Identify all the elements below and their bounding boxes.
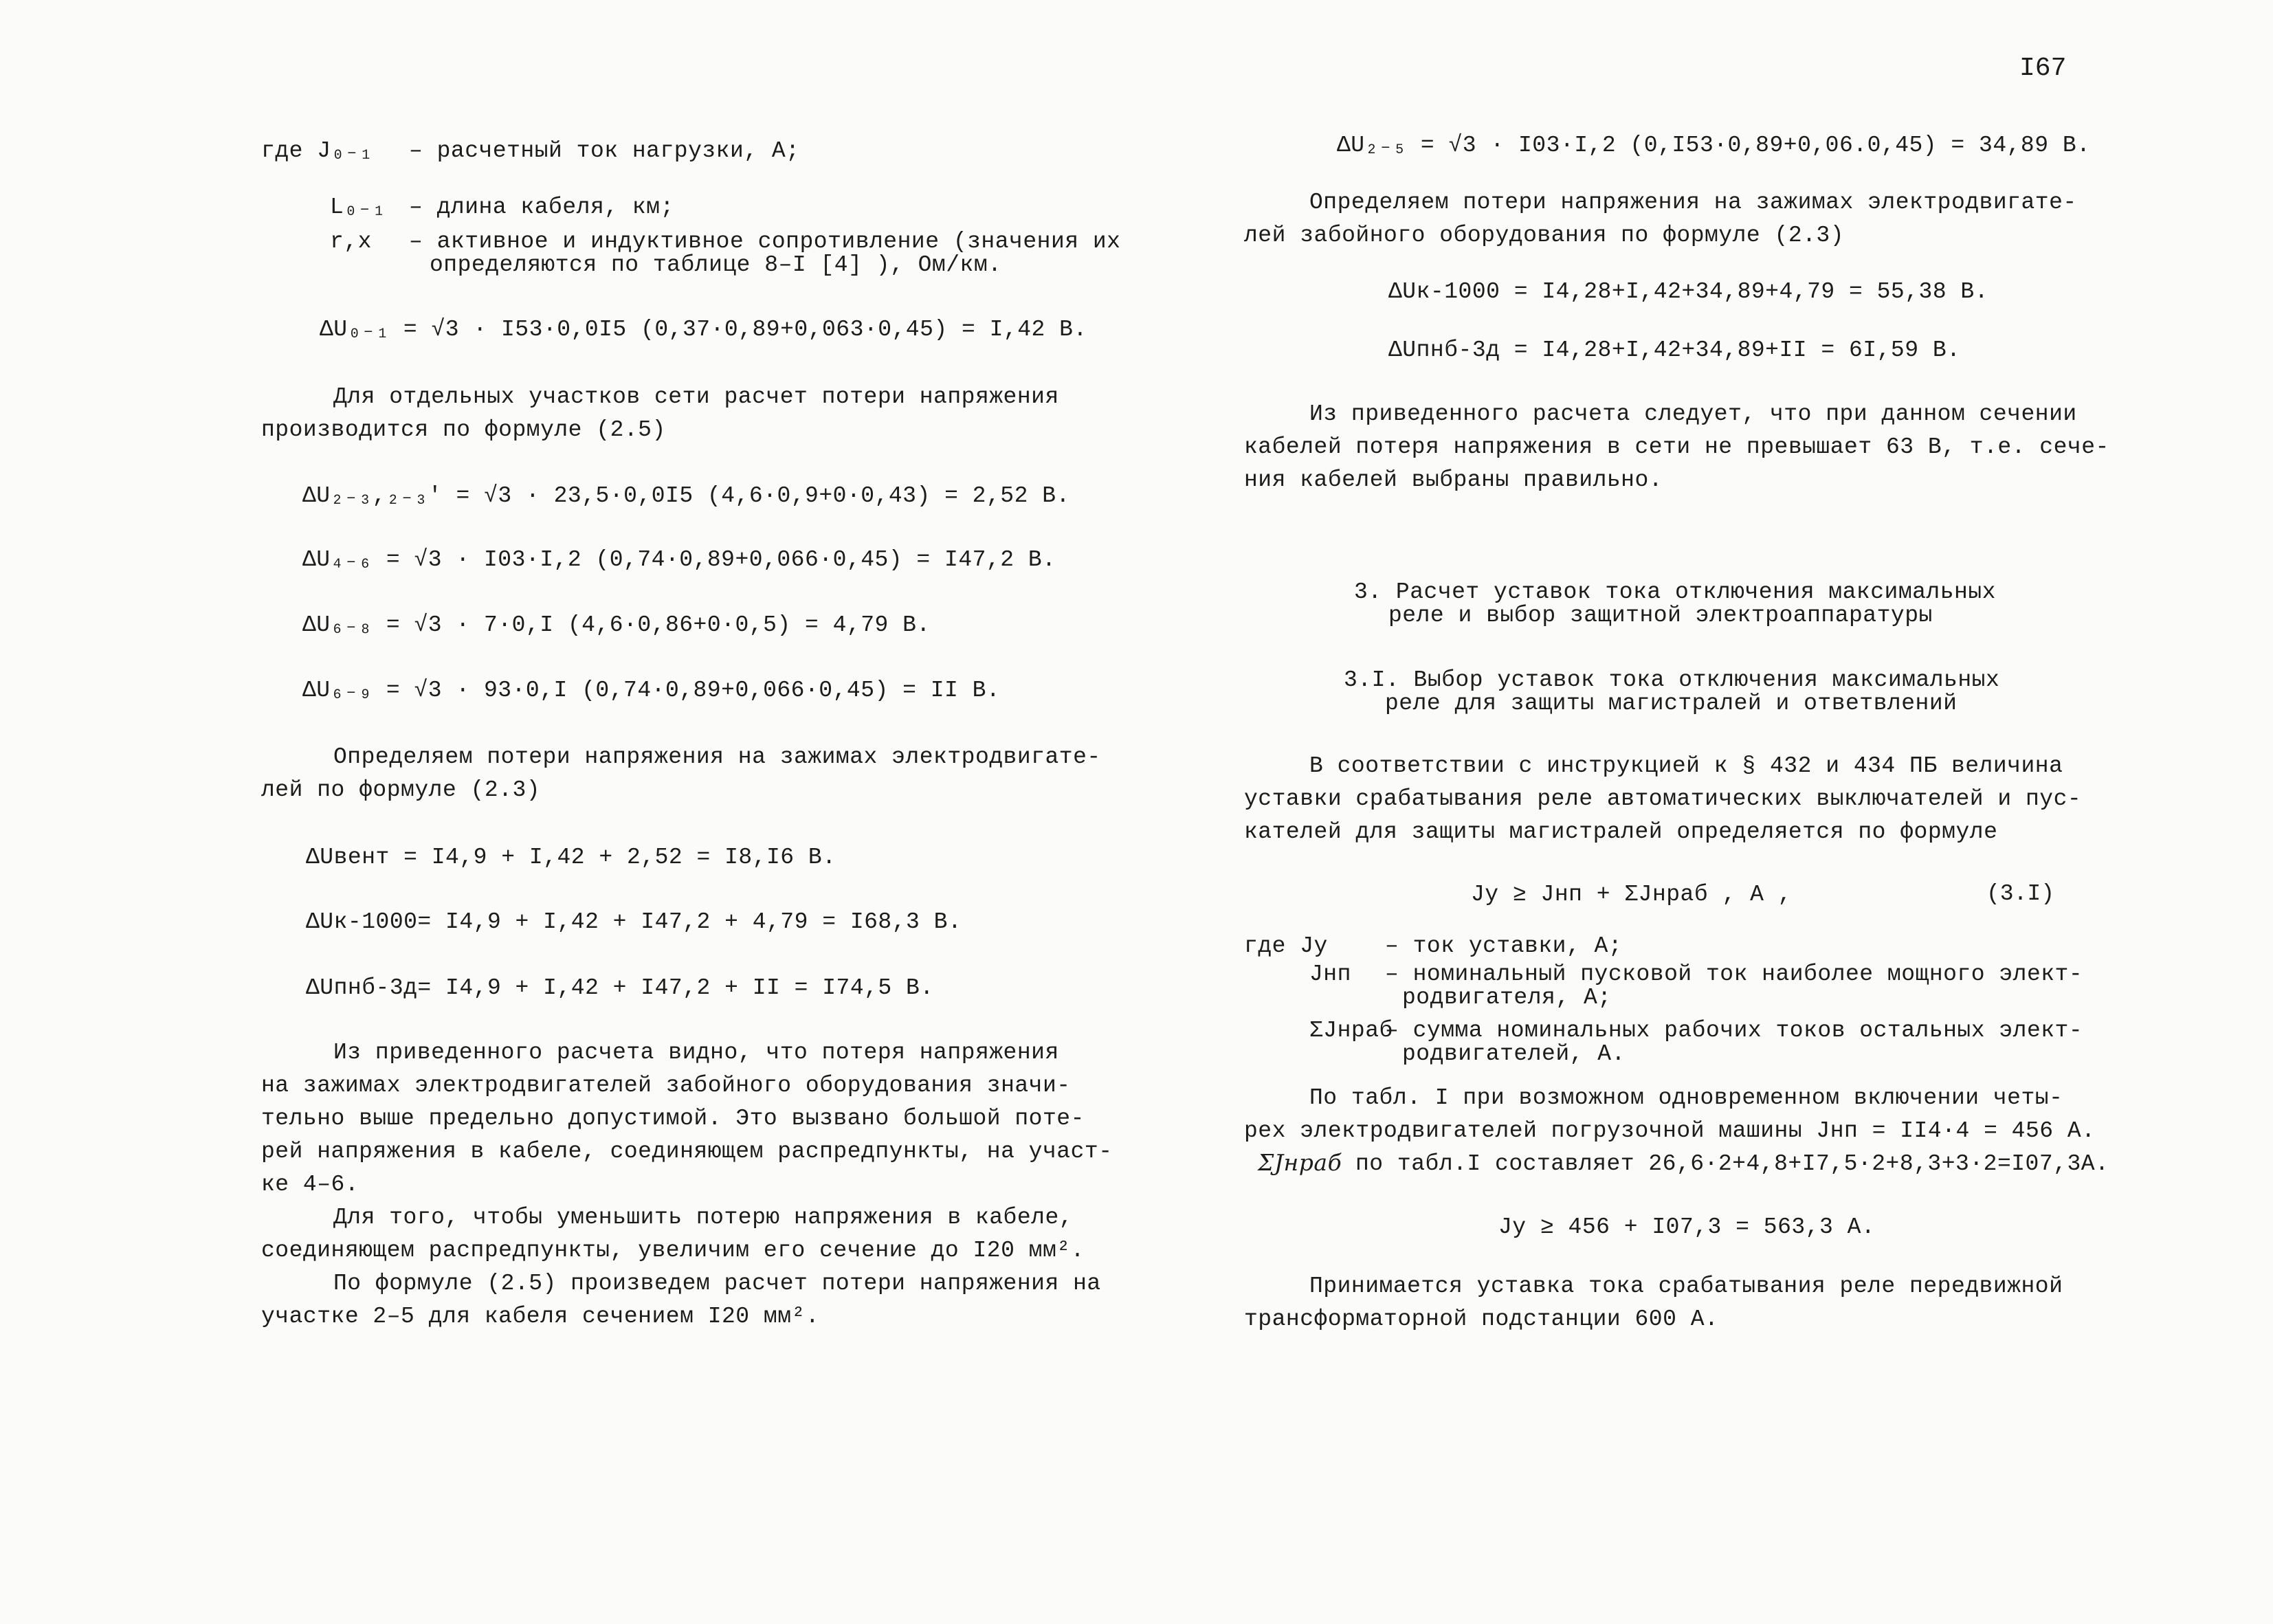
subsection-heading: 3.I. Выбор уставок тока отключения максимальных bbox=[1344, 667, 2000, 693]
where-text-1: – длина кабеля, км; bbox=[409, 194, 674, 220]
paragraph-line: лей забойного оборудования по формуле (2.3) bbox=[1244, 223, 1845, 248]
where-text-2: – активное и индуктивное сопротивление (значения их bbox=[409, 229, 1121, 254]
paragraph-line: Определяем потери напряжения на зажимах электродвигате- bbox=[333, 744, 1101, 770]
paragraph-line: участке 2–5 для кабеля сечением I20 мм². bbox=[261, 1304, 820, 1329]
handwritten-sum-symbol: ΣЈнраб bbox=[1258, 1149, 1342, 1176]
where-sym-3: ΣЈнраб bbox=[1309, 1018, 1393, 1043]
where-text-0: – расчетный ток нагрузки, А; bbox=[409, 138, 800, 164]
where-sym-1: Јнп bbox=[1309, 961, 1351, 987]
where-text-3: определяются по таблице 8–I [4] ), Ом/км. bbox=[430, 252, 1002, 278]
where-text-3: – сумма номинальных рабочих токов остальных элект- bbox=[1385, 1018, 2083, 1043]
paragraph-line: Для того, чтобы уменьшить потерю напряжения в кабеле, bbox=[333, 1205, 1074, 1230]
where-sym-1: L₀₋₁ bbox=[330, 194, 386, 220]
section-heading: 3. Расчет уставок тока отключения максимальных bbox=[1354, 579, 1996, 605]
paragraph-line: Определяем потери напряжения на зажимах электродвигате- bbox=[1309, 190, 2077, 215]
paragraph-line: на зажимах электродвигателей забойного оборудования значи- bbox=[261, 1073, 1071, 1098]
equation-du25: ΔU₂₋₅ = √3 · I03·I,2 (0,I53·0,89+0,06.0,45) = 34,89 В. bbox=[1337, 133, 2091, 158]
paragraph-line: В соответствии с инструкцией к § 432 и 434 ПБ величина bbox=[1309, 753, 2063, 779]
equation-du-k1000: ΔUк-1000= I4,9 + I,42 + I47,2 + 4,79 = I68,3 В. bbox=[306, 909, 962, 935]
right-page bbox=[1244, 0, 2117, 1624]
paragraph-line: По табл. I при возможном одновременном включении четы- bbox=[1309, 1085, 2063, 1111]
paragraph-line: Для отдельных участков сети расчет потери напряжения bbox=[333, 384, 1059, 410]
where-text-4: родвигателей, А. bbox=[1402, 1041, 1626, 1067]
formula-3-1: Ју ≥ Јнп + ΣЈнраб , А , bbox=[1471, 882, 1792, 907]
paragraph-line: кателей для защиты магистралей определяется по формуле bbox=[1244, 819, 1998, 845]
equation-du-pnb: ΔUпнб-3д= I4,9 + I,42 + I47,2 + II = I74,5 В. bbox=[306, 975, 934, 1001]
paragraph-line: тельно выше предельно допустимой. Это вызвано большой поте- bbox=[261, 1106, 1085, 1131]
paragraph-line: ния кабелей выбраны правильно. bbox=[1244, 467, 1663, 493]
paragraph-line: соединяющем распредпункты, увеличим его сечение до I20 мм². bbox=[261, 1238, 1085, 1263]
section-heading: реле и выбор защитной электроаппаратуры bbox=[1388, 603, 1933, 628]
paragraph-line: лей по формуле (2.3) bbox=[261, 777, 541, 803]
equation-du69: ΔU₆₋₉ = √3 · 93·0,I (0,74·0,89+0,066·0,45) = II В. bbox=[302, 678, 1001, 703]
paragraph-line: производится по формуле (2.5) bbox=[261, 417, 666, 443]
page-number: I67 bbox=[2019, 54, 2067, 83]
where-sym-0: где Ју bbox=[1244, 933, 1328, 959]
paragraph-line: Из приведенного расчета видно, что потеря напряжения bbox=[333, 1040, 1059, 1065]
subsection-heading: реле для защиты магистралей и ответвлений bbox=[1385, 691, 1958, 716]
paragraph-line: рех электродвигателей погрузочной машины Јнп = II4·4 = 456 А. bbox=[1244, 1118, 2096, 1144]
where-sym-2: r,x bbox=[330, 229, 372, 254]
paragraph-line: Из приведенного расчета следует, что при данном сечении bbox=[1309, 401, 2077, 427]
paragraph-line: По формуле (2.5) произведем расчет потери напряжения на bbox=[333, 1271, 1101, 1296]
paragraph-line: Принимается уставка тока срабатывания реле передвижной bbox=[1309, 1273, 2063, 1299]
equation-du-pnb: ΔUпнб-3д = I4,28+I,42+34,89+II = 6I,59 В. bbox=[1388, 337, 1961, 363]
equation-du68: ΔU₆₋₈ = √3 · 7·0,I (4,6·0,86+0·0,5) = 4,79 В. bbox=[302, 612, 931, 638]
equation-du46: ΔU₄₋₆ = √3 · I03·I,2 (0,74·0,89+0,066·0,45) = I47,2 В. bbox=[302, 547, 1056, 572]
equation-du-k1000: ΔUк-1000 = I4,28+I,42+34,89+4,79 = 55,38 В. bbox=[1388, 279, 1989, 304]
equation-du01: ΔU₀₋₁ = √3 · I53·0,0I5 (0,37·0,89+0,063·0,45) = I,42 В. bbox=[320, 317, 1087, 342]
where-text-0: – ток уставки, А; bbox=[1385, 933, 1623, 959]
where-text-2: родвигателя, А; bbox=[1402, 985, 1612, 1010]
equation-du-vent: ΔUвент = I4,9 + I,42 + 2,52 = I8,I6 В. bbox=[306, 845, 836, 870]
paragraph-line: трансформаторной подстанции 600 А. bbox=[1244, 1306, 1719, 1332]
paragraph-line: по табл.I составляет 26,6·2+4,8+I7,5·2+8,3+3·2=I07,3А. bbox=[1355, 1151, 2109, 1177]
paragraph-line: ке 4–6. bbox=[261, 1172, 359, 1197]
left-page bbox=[261, 0, 1121, 1624]
where-sym-0: где Ј₀₋₁ bbox=[261, 138, 373, 164]
equation-final: Ју ≥ 456 + I07,3 = 563,3 А. bbox=[1498, 1214, 1876, 1240]
paragraph-line: кабелей потеря напряжения в сети не превышает 63 В, т.е. сече- bbox=[1244, 434, 2109, 460]
where-text-1: – номинальный пусковой ток наиболее мощного элект- bbox=[1385, 961, 2083, 987]
formula-number: (3.I) bbox=[1986, 881, 2055, 906]
paragraph-line: рей напряжения в кабеле, соединяющем распредпункты, на участ- bbox=[261, 1139, 1113, 1164]
paragraph-line: уставки срабатывания реле автоматических выключателей и пус- bbox=[1244, 786, 2082, 812]
equation-du23: ΔU₂₋₃,₂₋₃' = √3 · 23,5·0,0I5 (4,6·0,9+0·0,43) = 2,52 В. bbox=[302, 483, 1070, 509]
